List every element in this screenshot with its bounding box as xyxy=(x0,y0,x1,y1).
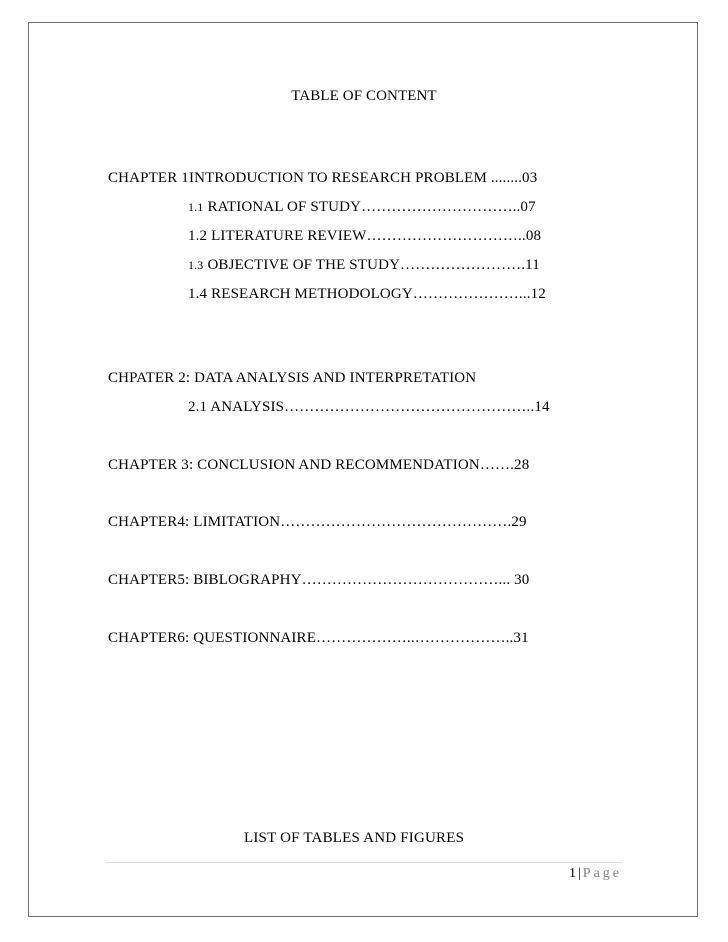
toc-entry-chapter-4: CHAPTER4: LIMITATION……………………………………….29 xyxy=(108,514,527,530)
list-of-tables-title: LIST OF TABLES AND FIGURES xyxy=(244,830,465,846)
toc-entry-chapter-2: CHPATER 2: DATA ANALYSIS AND INTERPRETATION xyxy=(108,370,477,386)
toc-entry-chapter-6: CHAPTER6: QUESTIONNAIRE………………..………………..31 xyxy=(108,630,529,646)
page-number: 1 xyxy=(568,866,576,881)
toc-entry-text: OBJECTIVE OF THE STUDY…………………….11 xyxy=(207,257,540,273)
toc-entry-chapter-3: CHAPTER 3: CONCLUSION AND RECOMMENDATION…….28 xyxy=(108,457,530,473)
footer-separator: | xyxy=(577,866,581,881)
page-footer xyxy=(569,866,622,882)
toc-entry-number: 1.3 xyxy=(188,258,204,272)
toc-entry-1-1 xyxy=(188,199,536,216)
toc-entry-number: 1.1 xyxy=(188,200,204,214)
toc-entry-text: RATIONAL OF STUDY…………………………..07 xyxy=(207,199,536,215)
toc-entry-chapter-5: CHAPTER5: BIBLOGRAPHY…………………………………... 30 xyxy=(108,572,530,588)
page-label: Page xyxy=(582,866,622,881)
toc-entry-1-3 xyxy=(188,257,540,274)
toc-entry-2-1: 2.1 ANALYSIS…………………………………………..14 xyxy=(188,399,550,415)
footer-divider xyxy=(106,862,622,863)
toc-entry-1-4: 1.4 RESEARCH METHODOLOGY…………………...12 xyxy=(188,286,546,302)
toc-entry-chapter-1: CHAPTER 1INTRODUCTION TO RESEARCH PROBLEM ........03 xyxy=(108,170,538,186)
toc-entry-1-2: 1.2 LITERATURE REVIEW…………………………..08 xyxy=(188,228,542,244)
page-title: TABLE OF CONTENT xyxy=(291,88,437,104)
